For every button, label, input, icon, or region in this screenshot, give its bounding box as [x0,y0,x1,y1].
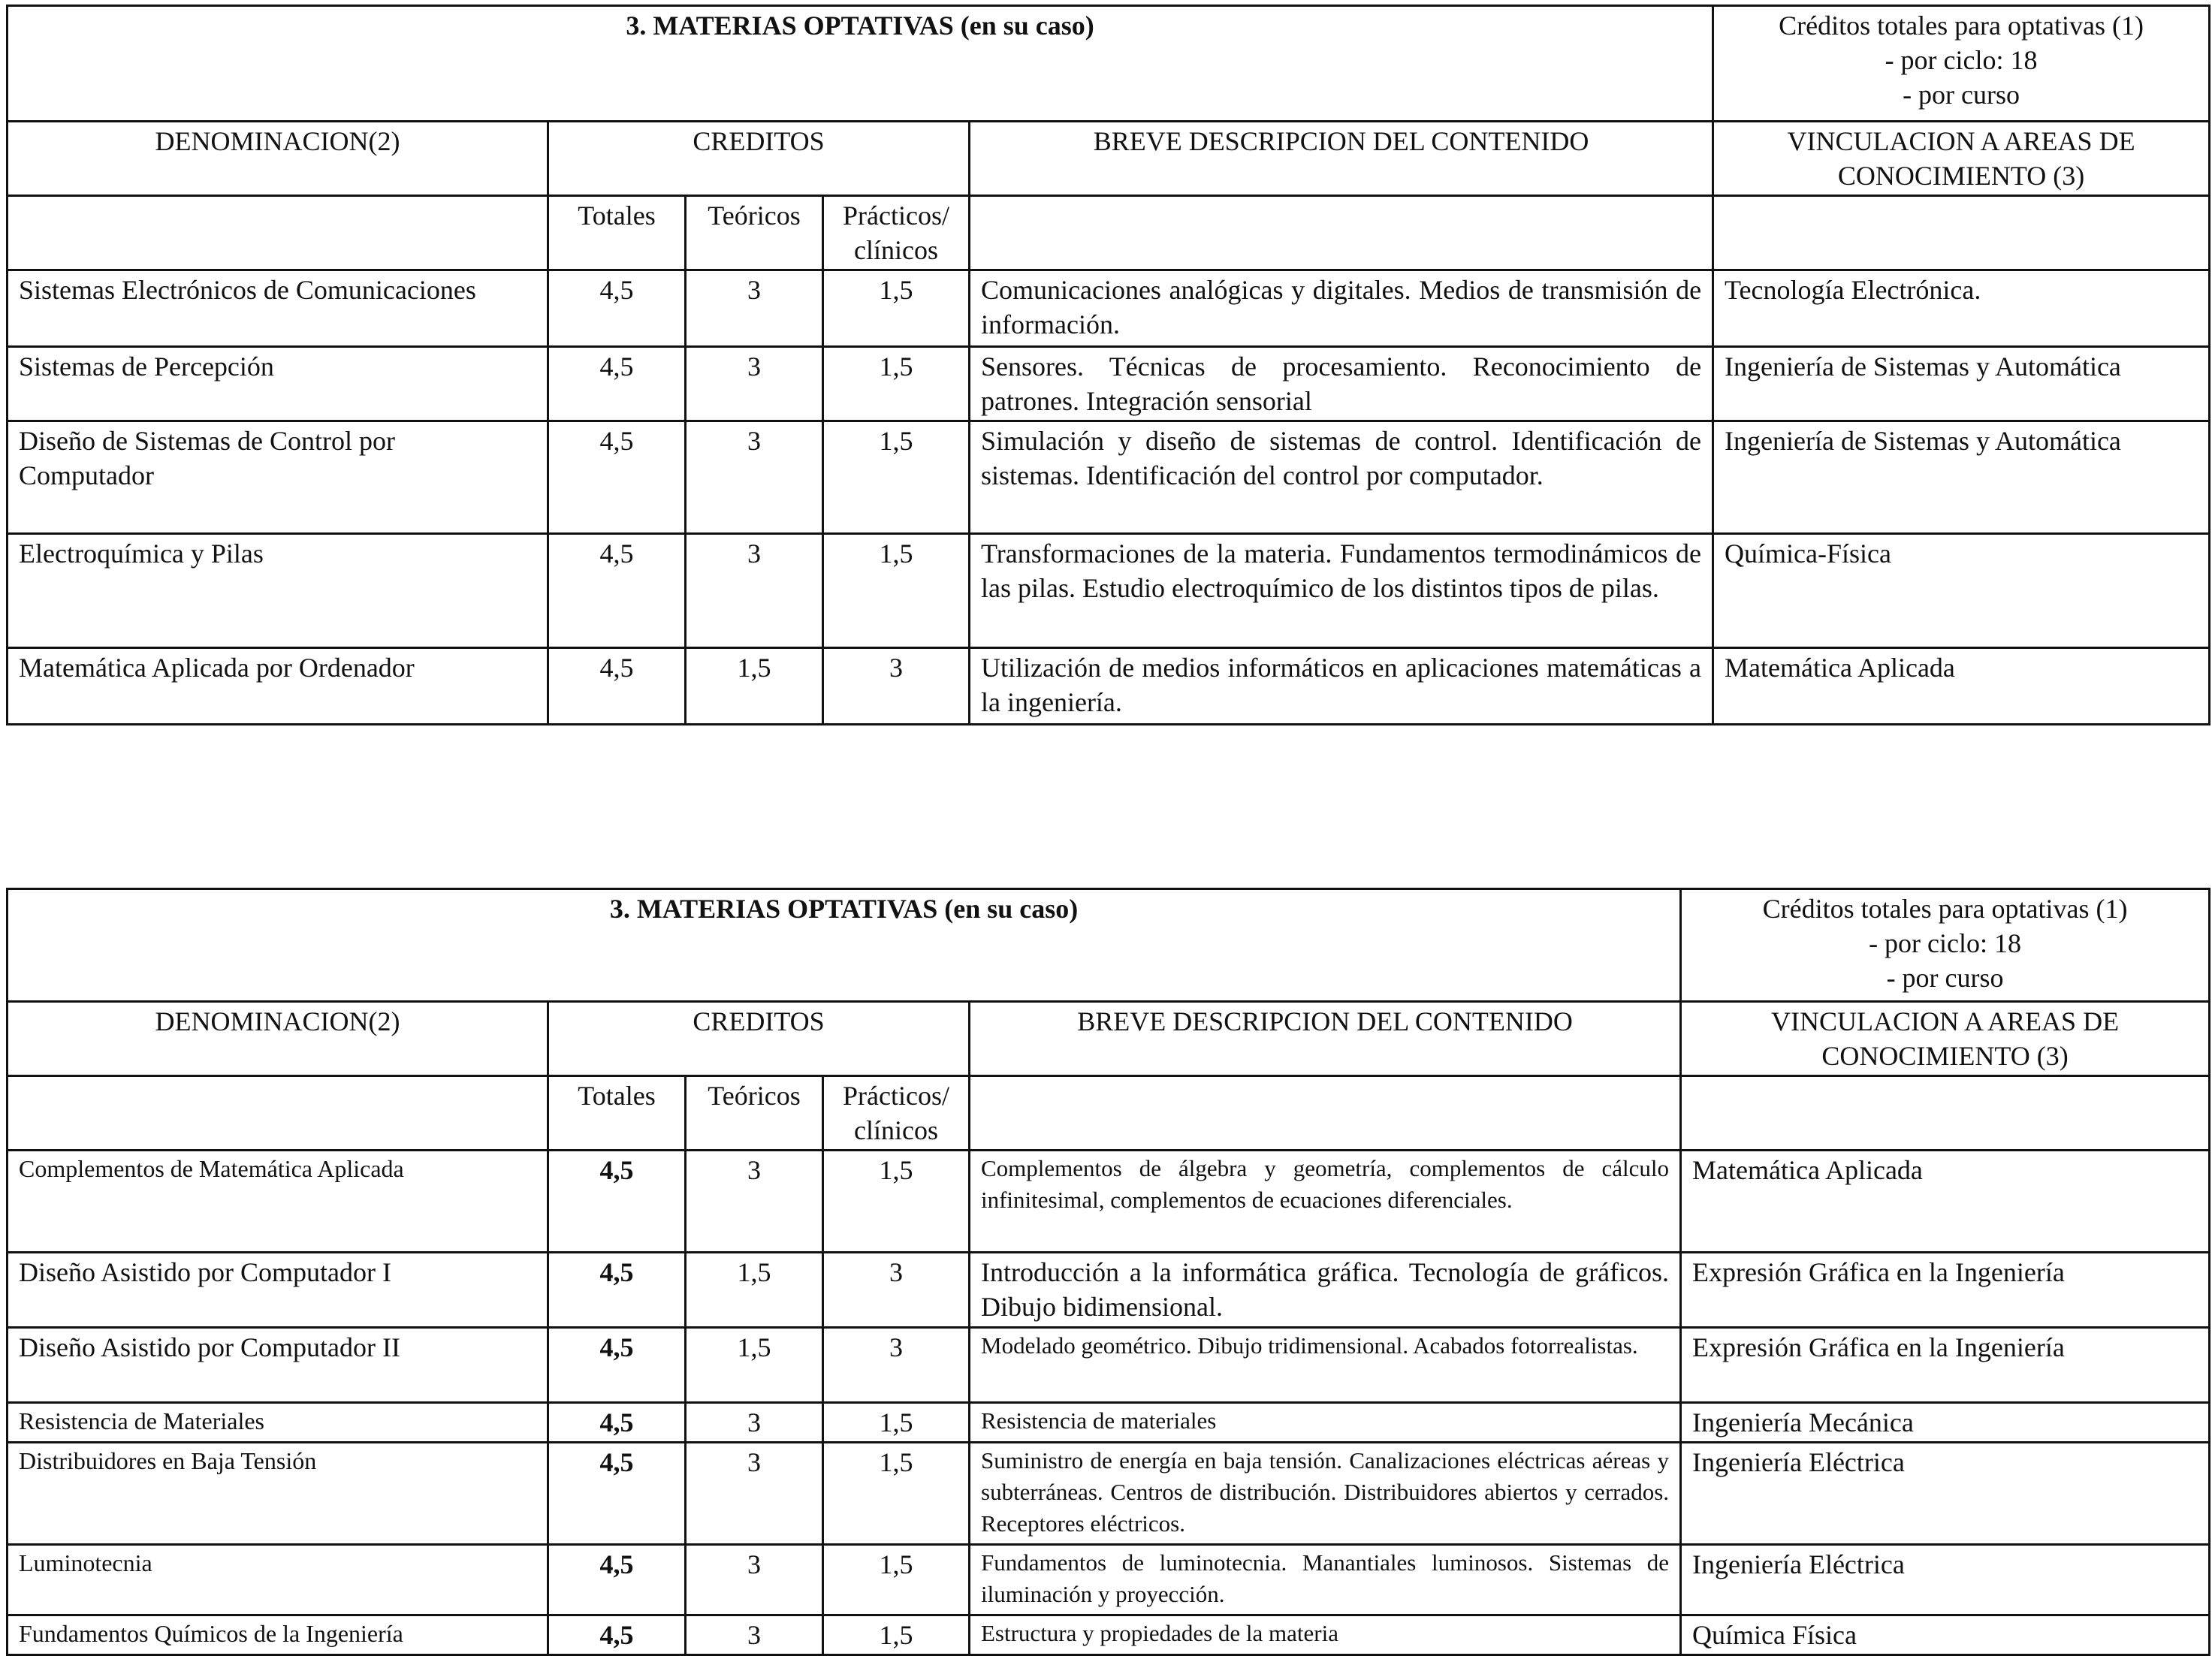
header-denominacion: DENOMINACION(2) [8,1002,548,1076]
header-empty-cell [1713,196,2210,270]
credits-totales: 4,5 [548,1443,686,1545]
table-row [8,1328,2210,1403]
subject-name: Resistencia de Materiales [8,1403,548,1443]
subject-name: Matemática Aplicada por Ordenador [8,648,548,725]
header-descripcion: BREVE DESCRIPCION DEL CONTENIDO [970,122,1713,196]
knowledge-area: Ingeniería de Sistemas y Automática [1713,347,2210,421]
table-row [8,1151,2210,1253]
subject-description: Modelado geométrico. Dibujo tridimensional. Acabados fotorrealistas. [970,1328,1681,1403]
knowledge-area: Química-Física [1713,534,2210,648]
subject-name: Complementos de Matemática Aplicada [8,1151,548,1253]
credits-practicos: 1,5 [823,1615,970,1655]
credits-practicos: 1,5 [823,1545,970,1615]
header-creditos: CREDITOS [548,122,970,196]
credits-teoricos: 3 [686,1615,823,1655]
header-descripcion: BREVE DESCRIPCION DEL CONTENIDO [970,1002,1681,1076]
optativas-table-2 [6,888,2210,1656]
knowledge-area: Química Física [1681,1615,2210,1655]
knowledge-area: Ingeniería Mecánica [1681,1403,2210,1443]
credits-total-label: Créditos totales para optativas (1) [1779,11,2144,41]
subject-description: Fundamentos de luminotecnia. Manantiales luminosos. Sistemas de iluminación y proyección. [970,1545,1681,1615]
subject-description: Comunicaciones analógicas y digitales. Medios de transmisión de información. [970,270,1713,347]
subject-name: Electroquímica y Pilas [8,534,548,648]
header-empty-cell [8,196,548,270]
header-empty-cell [1681,1076,2210,1151]
header-practicos: Prácticos/ clínicos [823,196,970,270]
credits-per-course: - por curso [1903,80,2020,110]
credits-teoricos: 3 [686,421,823,534]
credits-totales: 4,5 [548,1253,686,1328]
credits-totales: 4,5 [548,347,686,421]
header-empty-cell [8,1076,548,1151]
credits-teoricos: 3 [686,347,823,421]
credits-total-note [1681,889,2210,1002]
credits-totales: 4,5 [548,270,686,347]
subject-description: Sensores. Técnicas de procesamiento. Reconocimiento de patrones. Integración sensorial [970,347,1713,421]
subject-description: Estructura y propiedades de la materia [970,1615,1681,1655]
credits-totales: 4,5 [548,1545,686,1615]
table-row [8,421,2210,534]
credits-practicos: 1,5 [823,534,970,648]
header-totales: Totales [548,196,686,270]
knowledge-area: Expresión Gráfica en la Ingeniería [1681,1253,2210,1328]
credits-per-course: - por curso [1886,963,2004,993]
credits-practicos: 1,5 [823,347,970,421]
table-row [8,1443,2210,1545]
table-row [8,270,2210,347]
subject-name: Luminotecnia [8,1545,548,1615]
knowledge-area: Matemática Aplicada [1713,648,2210,725]
credits-practicos: 3 [823,648,970,725]
knowledge-area: Ingeniería Eléctrica [1681,1545,2210,1615]
header-teoricos: Teóricos [686,1076,823,1151]
credits-teoricos: 3 [686,270,823,347]
credits-total-label: Créditos totales para optativas (1) [1762,894,2128,924]
credits-practicos: 1,5 [823,270,970,347]
header-teoricos: Teóricos [686,196,823,270]
credits-per-cycle: - por ciclo: 18 [1869,928,2022,958]
credits-teoricos: 3 [686,1403,823,1443]
credits-teoricos: 1,5 [686,1328,823,1403]
credits-totales: 4,5 [548,1328,686,1403]
credits-teoricos: 3 [686,1545,823,1615]
credits-practicos: 1,5 [823,1151,970,1253]
table-row [8,534,2210,648]
subject-description: Simulación y diseño de sistemas de control. Identificación de sistemas. Identificación del control por computador. [970,421,1713,534]
credits-per-cycle: - por ciclo: 18 [1885,45,2038,75]
header-creditos: CREDITOS [548,1002,970,1076]
table-row [8,1545,2210,1615]
subject-description: Resistencia de materiales [970,1403,1681,1443]
credits-totales: 4,5 [548,534,686,648]
credits-totales: 4,5 [548,1615,686,1655]
header-denominacion: DENOMINACION(2) [8,122,548,196]
credits-totales: 4,5 [548,648,686,725]
subject-name: Diseño Asistido por Computador II [8,1328,548,1403]
knowledge-area: Expresión Gráfica en la Ingeniería [1681,1328,2210,1403]
table-row [8,1403,2210,1443]
credits-teoricos: 3 [686,1151,823,1253]
subject-name: Distribuidores en Baja Tensión [8,1443,548,1545]
subject-name: Fundamentos Químicos de la Ingeniería [8,1615,548,1655]
optativas-table-1 [6,5,2210,725]
header-empty-cell [970,1076,1681,1151]
credits-practicos: 1,5 [823,1443,970,1545]
header-totales: Totales [548,1076,686,1151]
subject-description: Introducción a la informática gráfica. Tecnología de gráficos. Dibujo bidimensional. [970,1253,1681,1328]
credits-teoricos: 3 [686,1443,823,1545]
credits-practicos: 3 [823,1253,970,1328]
table-row [8,347,2210,421]
credits-totales: 4,5 [548,421,686,534]
subject-description: Complementos de álgebra y geometría, complementos de cálculo infinitesimal, complementos de ecuaciones diferenciales. [970,1151,1681,1253]
credits-totales: 4,5 [548,1151,686,1253]
knowledge-area: Matemática Aplicada [1681,1151,2210,1253]
credits-practicos: 1,5 [823,1403,970,1443]
table-row [8,1253,2210,1328]
header-vinculacion: VINCULACION A AREAS DE CONOCIMIENTO (3) [1713,122,2210,196]
section-title: 3. MATERIAS OPTATIVAS (en su caso) [8,889,1681,1002]
credits-practicos: 3 [823,1328,970,1403]
credits-teoricos: 1,5 [686,1253,823,1328]
subject-name: Diseño Asistido por Computador I [8,1253,548,1328]
subject-name: Sistemas de Percepción [8,347,548,421]
subject-description: Suministro de energía en baja tensión. Canalizaciones eléctricas aéreas y subterráneas. Centros de distribución. Distribuidores abiertos y cerrados. Receptores eléctricos. [970,1443,1681,1545]
subject-name: Sistemas Electrónicos de Comunicaciones [8,270,548,347]
credits-teoricos: 1,5 [686,648,823,725]
credits-practicos: 1,5 [823,421,970,534]
knowledge-area: Ingeniería Eléctrica [1681,1443,2210,1545]
section-title: 3. MATERIAS OPTATIVAS (en su caso) [8,6,1713,122]
knowledge-area: Ingeniería de Sistemas y Automática [1713,421,2210,534]
header-empty-cell [970,196,1713,270]
subject-name: Diseño de Sistemas de Control por Computador [8,421,548,534]
header-vinculacion: VINCULACION A AREAS DE CONOCIMIENTO (3) [1681,1002,2210,1076]
credits-total-note [1713,6,2210,122]
credits-totales: 4,5 [548,1403,686,1443]
subject-description: Transformaciones de la materia. Fundamentos termodinámicos de las pilas. Estudio electroquímico de los distintos tipos de pilas. [970,534,1713,648]
header-practicos: Prácticos/ clínicos [823,1076,970,1151]
table-row [8,1615,2210,1655]
table-row [8,648,2210,725]
credits-teoricos: 3 [686,534,823,648]
knowledge-area: Tecnología Electrónica. [1713,270,2210,347]
subject-description: Utilización de medios informáticos en aplicaciones matemáticas a la ingeniería. [970,648,1713,725]
